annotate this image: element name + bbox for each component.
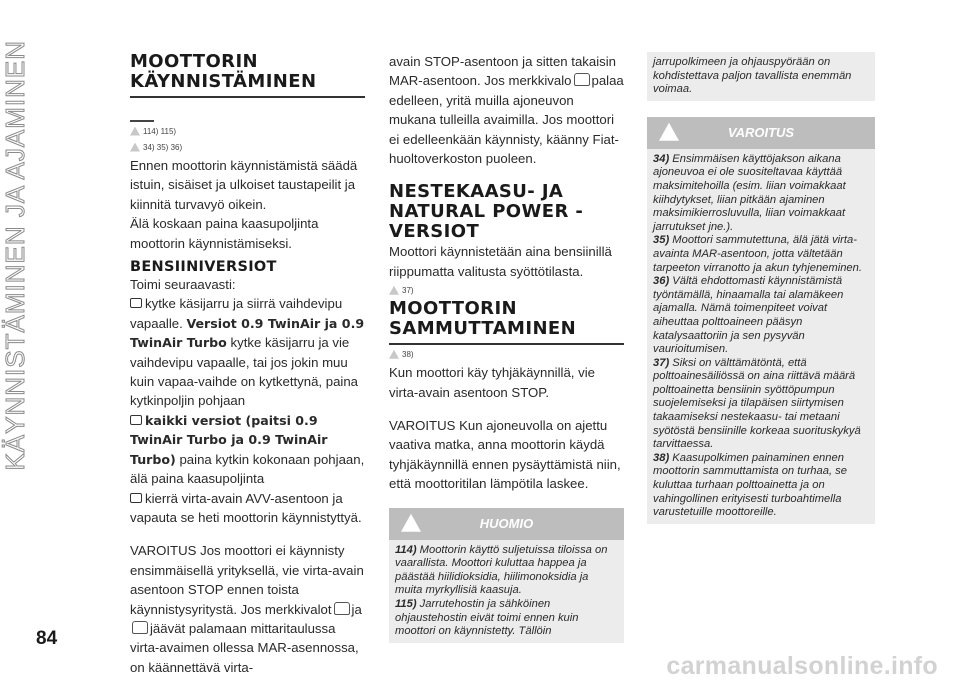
attention-box-header: HUOMIO xyxy=(389,508,624,540)
section-side-tab-label: KÄYNNISTÄMINEN JA AJAMINEN xyxy=(0,40,30,471)
warning-mini-icon xyxy=(130,127,140,136)
bullet-turn-key: kierrä virta-avain AVV-asentoon ja vapauta se heti moottorin käynnistyttyä. xyxy=(130,490,362,525)
paragraph-warning-cooldown: VAROITUS Kun ajoneuvolla on ajettu vaativa matka, anna moottorin käydä tyhjäkäynnillä ennen pysäyttämistä niin, että moottoritilan lämpötila laskee. xyxy=(389,418,621,492)
page-number: 84 xyxy=(36,628,58,649)
note-38: 38) Kaasupolkimen painaminen ennen moottorin sammuttamista on turhaa, se kuluttaa turhaan polttoainetta ja on vahingollinen erityisesti turboahtimella varustetuille moottoreille. xyxy=(653,451,848,519)
warning-box xyxy=(647,117,875,524)
column-2 xyxy=(389,52,624,643)
bullet-icon xyxy=(130,415,142,425)
bullet-icon xyxy=(130,298,142,308)
car-signal-icon xyxy=(130,106,365,122)
attention-box xyxy=(389,508,624,643)
caution-mini-icon xyxy=(389,286,399,295)
paragraph-proceed: Toimi seuraavasti: xyxy=(130,277,236,293)
paragraph-lpg-start: Moottori käynnistetään aina bensiinillä riippumatta valitusta syöttötilasta. xyxy=(389,244,612,279)
caution-mini-icon xyxy=(389,350,399,359)
note-35: 35) Moottori sammutettuna, älä jätä virta-avainta MAR-asentoon, jotta vältetään tarpeeton virranotto ja akun tyhjeneminen. xyxy=(653,234,862,274)
references-34-36: 34) 35) 36) xyxy=(130,140,365,154)
references-114-115: 114) 115) xyxy=(130,124,365,138)
note-34: 34) Ensimmäisen käyttöjakson aikana ajoneuvoa ei ole suositeltavaa käyttää maksimitehoilla (esim. liian voimakkaat kiihdytykset, liian pitkään ajaminen maksimikierrosluvulla, liian voimakkaat jarrutukset jne.). xyxy=(653,152,846,233)
immobilizer-warning-icon xyxy=(574,73,590,86)
paragraph-key-stop: avain STOP-asentoon ja sitten takaisin MAR-asentoon. Jos merkkivalo palaa edelleen, yritä muilla ajoneuvon mukana tulleilla avaimilla. Jos moottori ei edelleenkään käynnisty, käänny Fiat-huoltoverkoston puoleen. xyxy=(389,54,624,167)
paragraph-idle-stop: Kun moottori käy tyhjäkäynnillä, vie virta-avain asentoon STOP. xyxy=(389,365,595,400)
bullet-icon xyxy=(130,493,142,503)
heading-engine-stop: MOOTTORIN SAMMUTTAMINEN xyxy=(389,299,624,345)
paragraph-warning-start: VAROITUS Jos moottori ei käynnisty ensimmäisellä yrityksellä, vie virta-avain asentoon STOP ennen toista käynnistysyritystä. Jos merkkivalot jajäävät palamaan mittaritaulussa virta-avaimen ollessa MAR-asennossa, on käännettävä virta- xyxy=(130,543,364,675)
note-115: 115) Jarrutehostin ja sähköinen ohjaustehostin eivät toimi ennen kuin moottori on käynnistetty. Tällöin xyxy=(395,598,579,638)
references-37: 37) xyxy=(389,283,624,297)
note-36: 36) Vältä ehdottomasti käynnistämistä työntämällä, hinaamalla tai alamäkeen ajamalla. Nämä toimenpiteet voivat aiheuttaa polttoaineen pääsyn katalysaattoriin ja sen pysyvän vaurioitumisen. xyxy=(653,275,844,356)
column-3 xyxy=(647,52,875,524)
note-115-continued: jarrupolkimeen ja ohjauspyörään on kohdistettava paljon tavallista enemmän voimaa. xyxy=(653,56,852,96)
heading-engine-start: MOOTTORIN KÄYNNISTÄMINEN xyxy=(130,52,365,98)
attention-box-continued xyxy=(647,52,875,101)
bullet-all-versions: kaikki versiot (paitsi 0.9 TwinAir Turbo ja 0.9 TwinAir Turbo) paina kytkin kokonaan pohjaan, älä paina kaasupoljinta xyxy=(130,412,365,487)
paragraph-no-accelerator: Älä koskaan paina kaasupoljinta moottorin käynnistämiseksi. xyxy=(130,216,319,251)
note-37: 37) Siksi on välttämätöntä, että polttoainesäiliössä on aina riittävä määrä polttoainetta bensiinin syöttöpumpun suojelemiseksi ja tilapäisen siirtymisen takaamiseksi nestekaasu- tai metaani syötöstä bensiinille korkeaa suorituskykyä tarvittaessa. xyxy=(653,356,861,451)
engine-immobilizer-icon xyxy=(334,602,350,615)
note-114: 114) Moottorin käyttö suljetuissa tiloissa on vaarallista. Moottori kuluttaa happea ja päästää hiilidioksidia, hiilimonoksidia ja muita myrkyllisiä kaasuja. xyxy=(395,543,608,597)
heading-petrol-versions: BENSIINIVERSIOT xyxy=(130,259,277,276)
site-watermark: carmanualsonline.info xyxy=(666,652,938,680)
warning-triangle-icon xyxy=(401,514,421,532)
heading-lpg-versions: NESTEKAASU- JA NATURAL POWER -VERSIOT xyxy=(389,181,584,243)
references-38: 38) xyxy=(389,347,624,361)
caution-mini-icon xyxy=(130,143,140,152)
bullet-handbrake: kytke käsijarru ja siirrä vaihdevipu vapaalle. Versiot 0.9 TwinAir ja 0.9 TwinAir Turbo kytke käsijarru ja vie vaihdevipu vapaalle, tai jos jokin muu kuin vapaa-vaihde on kytkettynä, paina kytkinpoljin pohjaan xyxy=(130,296,365,409)
engine-check-icon xyxy=(132,621,148,634)
paragraph-before-start: Ennen moottorin käynnistämistä säädä istuin, sisäiset ja ulkoiset taustapeilit ja kiinnitä turvavyö oikein. xyxy=(130,158,358,212)
warning-box-header: VAROITUS xyxy=(647,117,875,149)
warning-triangle-icon xyxy=(659,123,679,141)
column-1 xyxy=(130,52,365,677)
